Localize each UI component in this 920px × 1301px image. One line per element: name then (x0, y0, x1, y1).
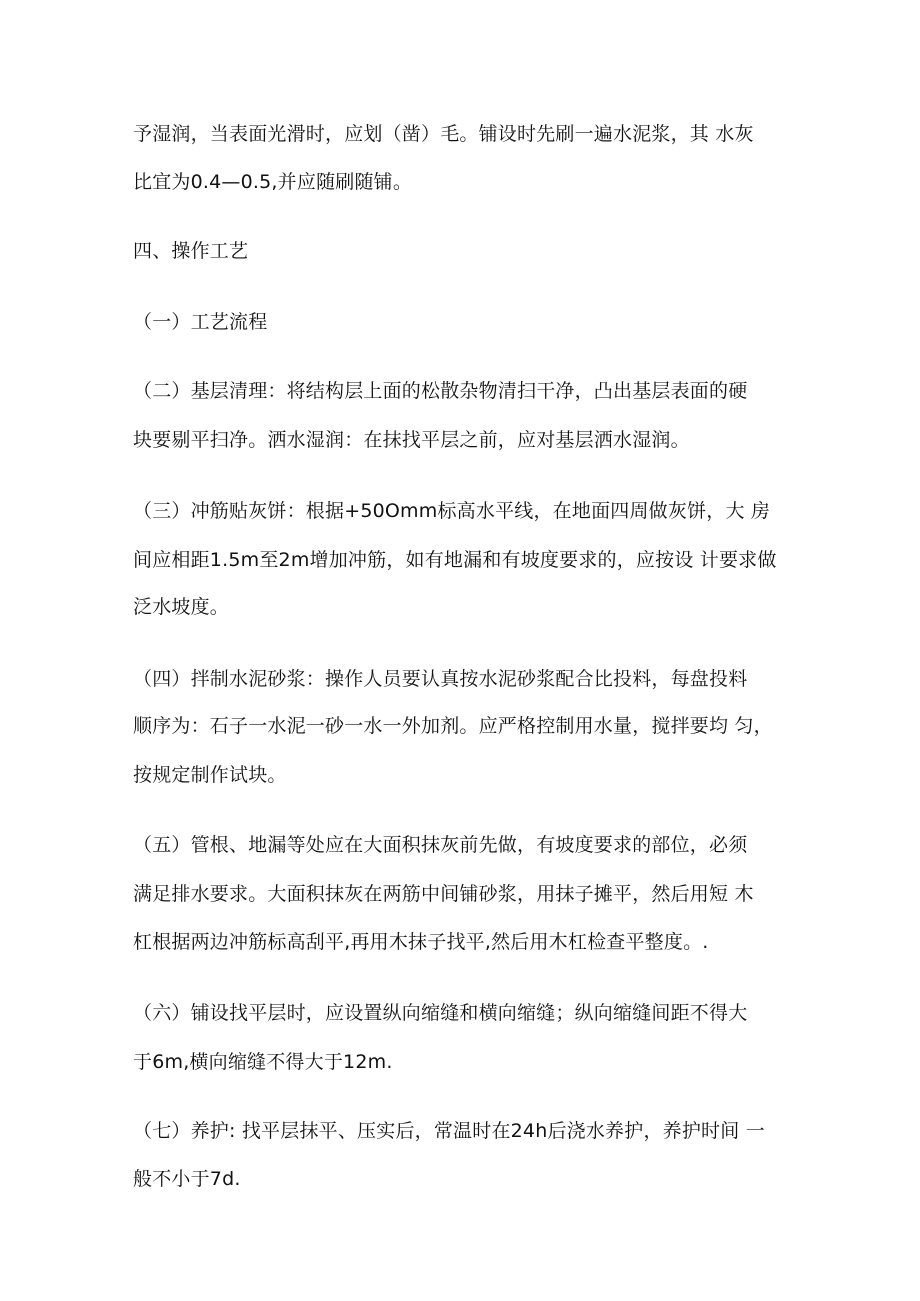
section-heading: 四、操作工艺 (133, 240, 249, 262)
text-line: 泛水坡度。 (133, 596, 230, 618)
text-line: （七）养护: 找平层抹平、压实后，常温时在24h后浇水养护，养护时间 一 (133, 1120, 765, 1142)
text-line: 按规定制作试块。 (133, 764, 287, 786)
text-line: 予湿润，当表面光滑时，应划（凿）毛。铺设时先刷一遍水泥浆，其 水灰 (133, 123, 754, 145)
text-line: （四）拌制水泥砂浆：操作人员要认真按水泥砂浆配合比投料，每盘投料 (133, 668, 748, 690)
text-line: 般不小于7d. (133, 1168, 241, 1190)
text-line: 顺序为：石子一水泥一砂一水一外加剂。应严格控制用水量，搅拌要均 匀， (133, 715, 773, 737)
text-line: （六）铺设找平层时，应设置纵向缩缝和横向缩缝；纵向缩缝间距不得大 (133, 1002, 748, 1024)
text-line: （五）管根、地漏等处应在大面积抹灰前先做，有坡度要求的部位，必须 (133, 834, 748, 856)
subsection-heading: （一）工艺流程 (133, 311, 268, 333)
text-line: （三）冲筋贴灰饼：根据+50Omm标高水平线，在地面四周做灰饼，大 房 (133, 500, 771, 522)
text-line: 杠根据两边冲筋标高刮平,再用木抹子找平,然后用木杠检查平整度。. (133, 931, 709, 953)
text-line: 块要剔平扫净。洒水湿润：在抹找平层之前，应对基层洒水湿润。 (133, 429, 690, 451)
text-line: 满足排水要求。大面积抹灰在两筋中间铺砂浆，用抹子摊平，然后用短 木 (133, 883, 754, 905)
text-line: 于6m,横向缩缝不得大于12m. (133, 1051, 393, 1073)
text-line: 比宜为0.4—0.5,并应随刷随铺。 (133, 171, 413, 193)
text-line: 间应相距1.5m至2m增加冲筋，如有地漏和有坡度要求的，应按设 计要求做 (133, 549, 777, 571)
text-line: （二）基层清理：将结构层上面的松散杂物清扫干净，凸出基层表面的硬 (133, 380, 748, 402)
